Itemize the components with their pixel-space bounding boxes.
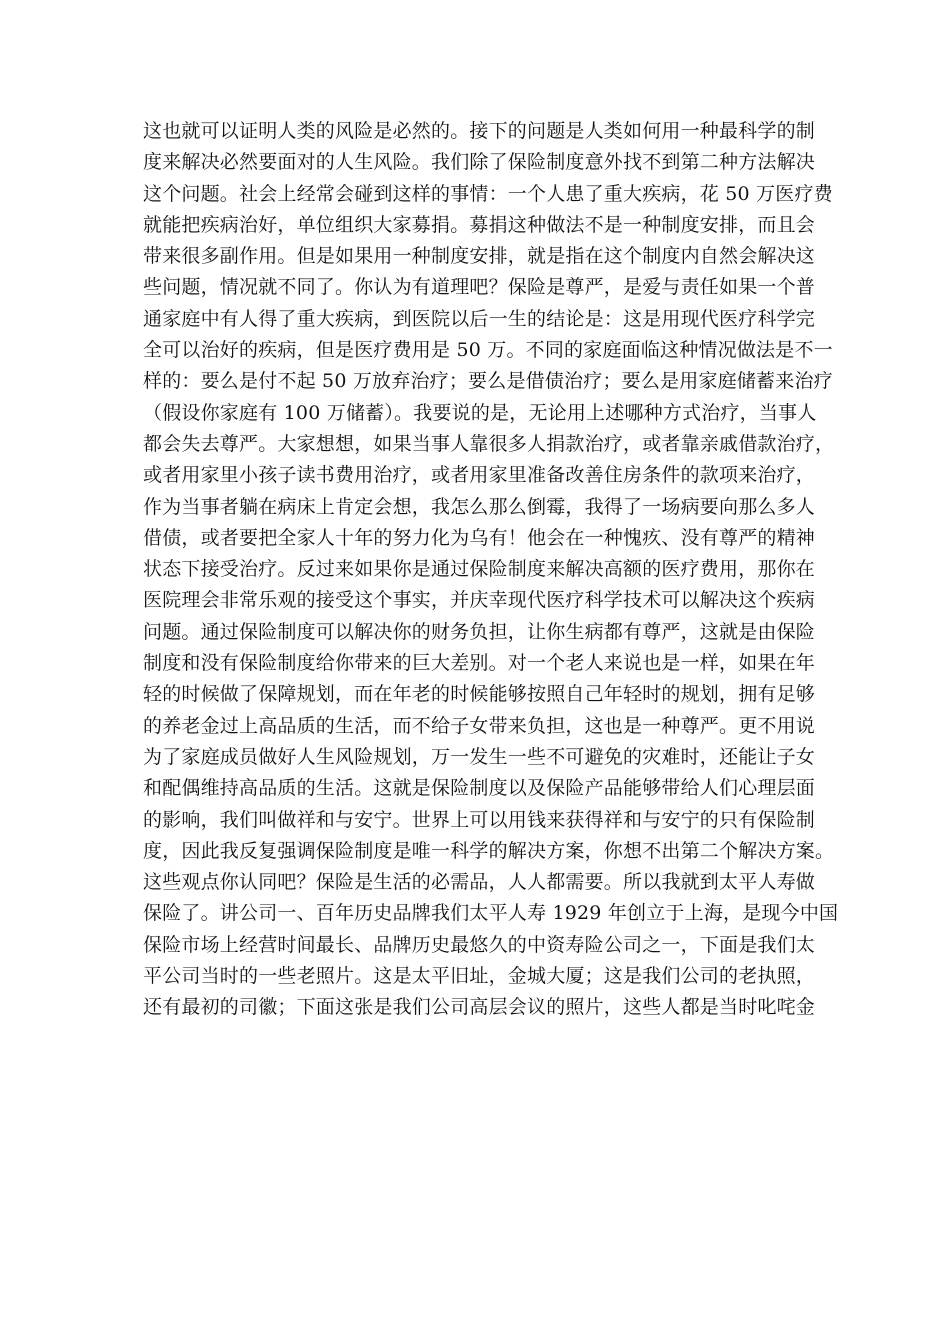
text-line: 状态下接受治疗。反过来如果你是通过保险制度来解决高额的医疗费用，那你在 — [143, 558, 816, 581]
text-line: 和配偶维持高品质的生活。这就是保险制度以及保险产品能够带给人们心理层面 — [143, 777, 816, 800]
text-line: 保险市场上经营时间最长、品牌历史最悠久的中资寿险公司之一，下面是我们太 — [143, 933, 816, 956]
text-line: 全可以治好的疾病，但是医疗费用是 50 万。不同的家庭面临这种情况做法是不一 — [143, 339, 833, 362]
text-line: 保险了。讲公司一、百年历史品牌我们太平人寿 1929 年创立于上海，是现今中国 — [143, 902, 839, 925]
text-line: 这个问题。社会上经常会碰到这样的事情：一个人患了重大疾病，花 50 万医疗费 — [143, 182, 833, 205]
text-line: 通家庭中有人得了重大疾病，到医院以后一生的结论是：这是用现代医疗科学完 — [143, 307, 816, 330]
text-line: 带来很多副作用。但是如果用一种制度安排，就是指在这个制度内自然会解决这 — [143, 245, 816, 268]
text-line: 作为当事者躺在病床上肯定会想，我怎么那么倒霉，我得了一场病要向那么多人 — [143, 495, 816, 518]
text-line: 这也就可以证明人类的风险是必然的。接下的问题是人类如何用一种最科学的制 — [143, 120, 816, 142]
text-line: 问题。通过保险制度可以解决你的财务负担，让你生病都有尊严，这就是由保险 — [143, 620, 816, 643]
text-line: 制度和没有保险制度给你带来的巨大差别。对一个老人来说也是一样，如果在年 — [143, 652, 816, 675]
text-line: 还有最初的司徽；下面这张是我们公司高层会议的照片，这些人都是当时叱咤金 — [143, 996, 816, 1019]
text-line: 的养老金过上高品质的生活，而不给子女带来负担，这也是一种尊严。更不用说 — [143, 714, 816, 737]
text-line: 都会失去尊严。大家想想，如果当事人靠很多人捐款治疗，或者靠亲戚借款治疗， — [143, 432, 835, 455]
text-line: 度，因此我反复强调保险制度是唯一科学的解决方案，你想不出第二个解决方案。 — [143, 839, 835, 862]
text-line: 轻的时候做了保障规划，而在年老的时候能够按照自己年轻时的规划，拥有足够 — [143, 683, 816, 706]
text-line: 些问题，情况就不同了。你认为有道理吧？保险是尊严，是爱与责任如果一个普 — [143, 276, 816, 299]
text-line: 或者用家里小孩子读书费用治疗，或者用家里准备改善住房条件的款项来治疗， — [143, 464, 816, 487]
text-line: 就能把疾病治好，单位组织大家募捐。募捐这种做法不是一种制度安排，而且会 — [143, 213, 816, 236]
body-text — [143, 116, 839, 1024]
text-line: 样的：要么是付不起 50 万放弃治疗；要么是借债治疗；要么是用家庭储蓄来治疗 — [143, 370, 833, 393]
text-line: 医院理会非常乐观的接受这个事实，并庆幸现代医疗科学技术可以解决这个疾病 — [143, 589, 816, 612]
text-line: 借债，或者要把全家人十年的努力化为乌有！他会在一种愧疚、没有尊严的精神 — [143, 526, 816, 549]
text-line: 平公司当时的一些老照片。这是太平旧址，金城大厦；这是我们公司的老执照， — [143, 965, 816, 988]
text-line: 这些观点你认同吧？保险是生活的必需品，人人都需要。所以我就到太平人寿做 — [143, 871, 816, 894]
text-line: 为了家庭成员做好人生风险规划，万一发生一些不可避免的灾难时，还能让子女 — [143, 745, 816, 768]
text-line: （假设你家庭有 100 万储蓄）。我要说的是，无论用上述哪种方式治疗，当事人 — [143, 401, 817, 424]
text-line: 度来解决必然要面对的人生风险。我们除了保险制度意外找不到第二种方法解决 — [143, 151, 816, 174]
text-line: 的影响，我们叫做祥和与安宁。世界上可以用钱来获得祥和与安宁的只有保险制 — [143, 808, 816, 831]
